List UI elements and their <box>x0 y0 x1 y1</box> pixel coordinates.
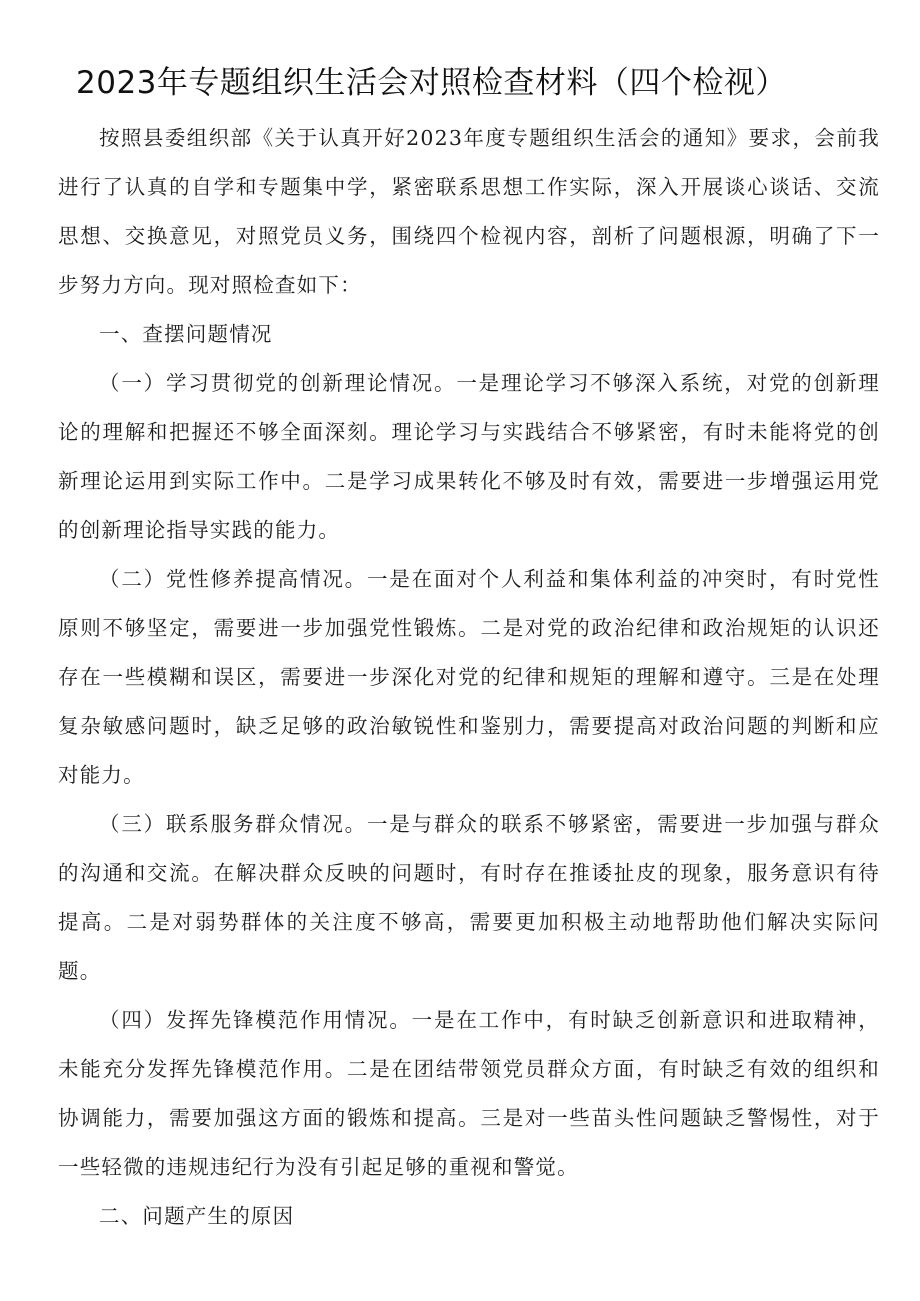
document-body <box>58 114 880 1241</box>
section-heading-1: 一、查摆问题情况 <box>99 322 273 346</box>
paragraph-vanguard-role: （四）发挥先锋模范作用情况。一是在工作中，有时缺乏创新意识和进取精神，未能充分发挥先锋模范作用。二是在团结带领党员群众方面，有时缺乏有效的组织和协调能力，需要加强这方面的锻炼和提高。三是对一些苗头性问题缺乏警惕性，对于一些轻微的违规违纪行为没有引起足够的重视和警觉。 <box>58 1008 880 1179</box>
section-heading-2: 二、问题产生的原因 <box>99 1204 295 1228</box>
document-title: 2023年专题组织生活会对照检查材料（四个检视） <box>76 65 787 101</box>
intro-paragraph: 按照县委组织部《关于认真开好2023年度专题组织生活会的通知》要求，会前我进行了认真的自学和专题集中学，紧密联系思想工作实际，深入开展谈心谈话、交流思想、交换意见，对照党员义务，围绕四个检视内容，剖析了问题根源，明确了下一步努力方向。现对照检查如下： <box>58 126 880 297</box>
paragraph-serve-masses: （三）联系服务群众情况。一是与群众的联系不够紧密，需要进一步加强与群众的沟通和交流。在解决群众反映的问题时，有时存在推诿扯皮的现象，服务意识有待提高。二是对弱势群体的关注度不够高，需要更加积极主动地帮助他们解决实际问题。 <box>58 812 880 983</box>
paragraph-study-theory: （一）学习贯彻党的创新理论情况。一是理论学习不够深入系统，对党的创新理论的理解和把握还不够全面深刻。理论学习与实践结合不够紧密，有时未能将党的创新理论运用到实际工作中。二是学习成果转化不够及时有效，需要进一步增强运用党的创新理论指导实践的能力。 <box>58 371 880 542</box>
paragraph-party-spirit: （二）党性修养提高情况。一是在面对个人利益和集体利益的冲突时，有时党性原则不够坚定，需要进一步加强党性锻炼。二是对党的政治纪律和政治规矩的认识还存在一些模糊和误区，需要进一步深化对党的纪律和规矩的理解和遵守。三是在处理复杂敏感问题时，缺乏足够的政治敏锐性和鉴别力，需要提高对政治问题的判断和应对能力。 <box>58 567 880 787</box>
